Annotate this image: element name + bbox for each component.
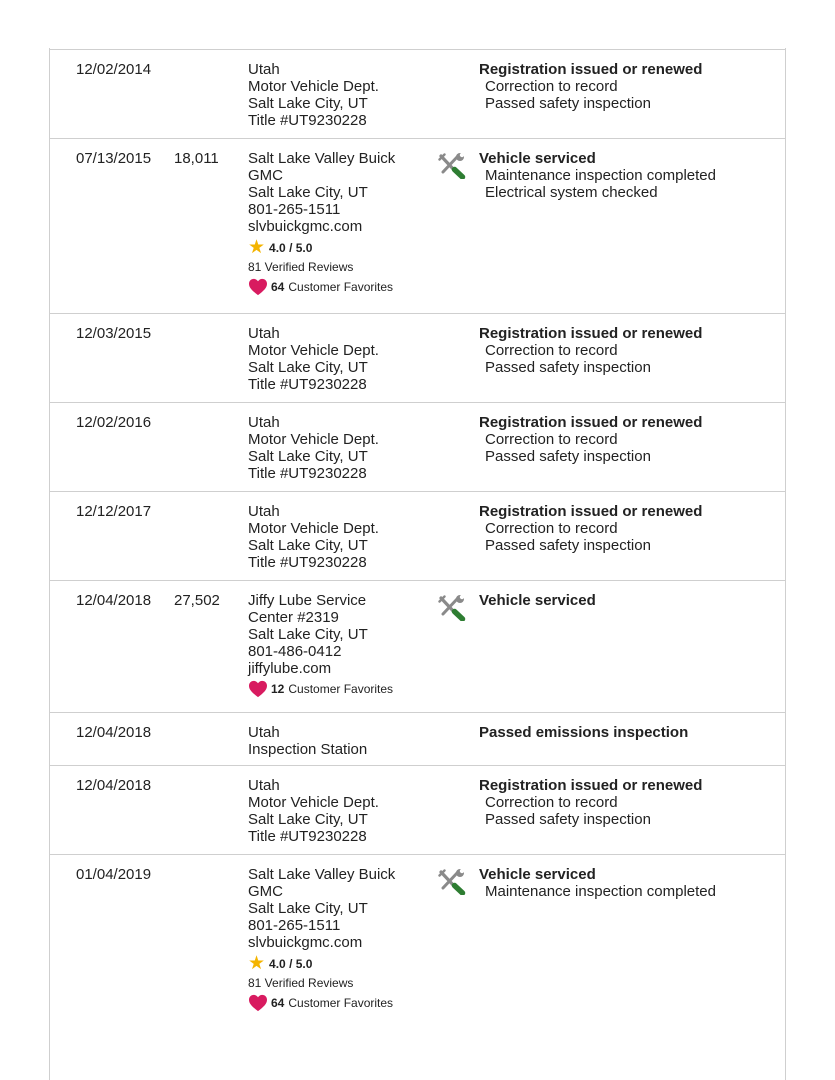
customer-favorites[interactable]	[248, 680, 433, 698]
record-date: 12/04/2018	[76, 724, 152, 741]
source-line: GMC	[248, 167, 283, 184]
source-line: Title #UT9230228	[248, 112, 367, 129]
source-line: Salt Lake City, UT	[248, 95, 368, 112]
source-line: Motor Vehicle Dept.	[248, 78, 379, 95]
record-comments	[479, 777, 779, 828]
history-row	[50, 402, 785, 491]
source-line: Utah	[248, 325, 280, 342]
record-title: Registration issued or renewed	[479, 61, 703, 78]
record-comments	[479, 592, 779, 609]
record-date: 12/04/2018	[76, 592, 152, 609]
record-source	[248, 503, 433, 571]
record-detail: Passed safety inspection	[485, 95, 651, 112]
record-detail: Passed safety inspection	[485, 537, 651, 554]
source-line: Motor Vehicle Dept.	[248, 431, 379, 448]
source-line: Utah	[248, 61, 280, 78]
source-line: Jiffy Lube Service	[248, 592, 367, 609]
record-detail: Correction to record	[485, 431, 618, 448]
record-source	[248, 724, 433, 758]
vehicle-history-table	[50, 49, 785, 1029]
source-line: Salt Lake City, UT	[248, 184, 368, 201]
source-line: 801-265-1511	[248, 201, 341, 218]
record-date: 12/12/2017	[76, 503, 152, 520]
wrench-screwdriver-icon	[438, 869, 466, 895]
verified-reviews-link[interactable]: 81 Verified Reviews	[248, 260, 354, 274]
record-comments	[479, 724, 779, 741]
rating[interactable]	[248, 953, 433, 974]
record-detail: Passed safety inspection	[485, 359, 651, 376]
record-date: 12/03/2015	[76, 325, 152, 342]
source-line: Title #UT9230228	[248, 554, 367, 571]
favorites-label: Customer Favorites	[288, 682, 394, 696]
record-source	[248, 592, 433, 698]
source-website-link[interactable]: jiffylube.com	[248, 660, 332, 677]
record-comments	[479, 150, 779, 201]
source-line: Salt Lake City, UT	[248, 900, 368, 917]
record-mileage: 18,011	[174, 150, 219, 167]
wrench-screwdriver-icon	[438, 153, 466, 179]
record-detail: Correction to record	[485, 78, 618, 95]
source-line: Motor Vehicle Dept.	[248, 520, 379, 537]
history-row	[50, 765, 785, 854]
record-detail: Electrical system checked	[485, 184, 658, 201]
source-line: Center #2319	[248, 609, 339, 626]
record-source	[248, 777, 433, 845]
record-title: Passed emissions inspection	[479, 724, 689, 741]
history-row	[50, 854, 785, 1029]
heart-icon	[248, 278, 268, 296]
source-line: Title #UT9230228	[248, 828, 367, 845]
favorites-count: 64	[271, 996, 285, 1010]
customer-favorites[interactable]	[248, 278, 433, 296]
favorites-count: 12	[271, 682, 285, 696]
heart-icon	[248, 680, 268, 698]
source-line: Salt Lake City, UT	[248, 448, 368, 465]
source-line: Title #UT9230228	[248, 465, 367, 482]
record-source	[248, 414, 433, 482]
star-icon: ★	[248, 953, 266, 974]
history-row	[50, 712, 785, 765]
record-title: Registration issued or renewed	[479, 325, 703, 342]
record-comments	[479, 866, 779, 900]
record-source	[248, 866, 433, 1012]
record-source	[248, 150, 433, 296]
record-date: 12/04/2018	[76, 777, 152, 794]
record-comments	[479, 61, 779, 112]
favorites-label: Customer Favorites	[288, 280, 394, 294]
star-icon: ★	[248, 237, 266, 258]
verified-reviews-link[interactable]: 81 Verified Reviews	[248, 976, 354, 990]
record-comments	[479, 325, 779, 376]
source-line: 801-265-1511	[248, 917, 341, 934]
source-line: Utah	[248, 414, 280, 431]
record-date: 12/02/2016	[76, 414, 152, 431]
record-detail: Correction to record	[485, 794, 618, 811]
record-date: 12/02/2014	[76, 61, 152, 78]
source-line: 801-486-0412	[248, 643, 342, 660]
source-line: Inspection Station	[248, 741, 368, 758]
record-detail: Passed safety inspection	[485, 448, 651, 465]
wrench-screwdriver-icon	[438, 595, 466, 621]
rating-value: 4.0 / 5.0	[269, 241, 313, 255]
record-detail: Passed safety inspection	[485, 811, 651, 828]
record-title: Registration issued or renewed	[479, 777, 703, 794]
history-row	[50, 580, 785, 712]
record-detail: Correction to record	[485, 520, 618, 537]
history-row	[50, 49, 785, 138]
source-line: Salt Lake Valley Buick	[248, 150, 396, 167]
source-line: Motor Vehicle Dept.	[248, 794, 379, 811]
record-date: 01/04/2019	[76, 866, 152, 883]
source-website-link[interactable]: slvbuickgmc.com	[248, 218, 363, 235]
source-line: Salt Lake City, UT	[248, 811, 368, 828]
favorites-label: Customer Favorites	[288, 996, 394, 1010]
source-line: Salt Lake Valley Buick	[248, 866, 396, 883]
record-detail: Correction to record	[485, 342, 618, 359]
favorites-count: 64	[271, 280, 285, 294]
history-row	[50, 313, 785, 402]
record-mileage: 27,502	[174, 592, 220, 609]
source-line: Utah	[248, 503, 280, 520]
source-line: GMC	[248, 883, 283, 900]
record-date: 07/13/2015	[76, 150, 152, 167]
record-title: Vehicle serviced	[479, 592, 596, 609]
record-title: Registration issued or renewed	[479, 414, 703, 431]
source-line: Utah	[248, 777, 280, 794]
source-line: Salt Lake City, UT	[248, 626, 368, 643]
source-line: Motor Vehicle Dept.	[248, 342, 379, 359]
source-line: Salt Lake City, UT	[248, 537, 368, 554]
record-title: Registration issued or renewed	[479, 503, 703, 520]
record-detail: Maintenance inspection completed	[485, 883, 716, 900]
source-line: Title #UT9230228	[248, 376, 367, 393]
history-row	[50, 138, 785, 313]
source-line: Utah	[248, 724, 280, 741]
customer-favorites[interactable]	[248, 994, 433, 1012]
record-source	[248, 61, 433, 129]
rating-value: 4.0 / 5.0	[269, 957, 313, 971]
record-source	[248, 325, 433, 393]
history-row	[50, 491, 785, 580]
record-detail: Maintenance inspection completed	[485, 167, 716, 184]
record-comments	[479, 414, 779, 465]
record-title: Vehicle serviced	[479, 866, 596, 883]
rating[interactable]	[248, 237, 433, 258]
heart-icon	[248, 994, 268, 1012]
source-website-link[interactable]: slvbuickgmc.com	[248, 934, 363, 951]
record-title: Vehicle serviced	[479, 150, 596, 167]
record-comments	[479, 503, 779, 554]
source-line: Salt Lake City, UT	[248, 359, 368, 376]
